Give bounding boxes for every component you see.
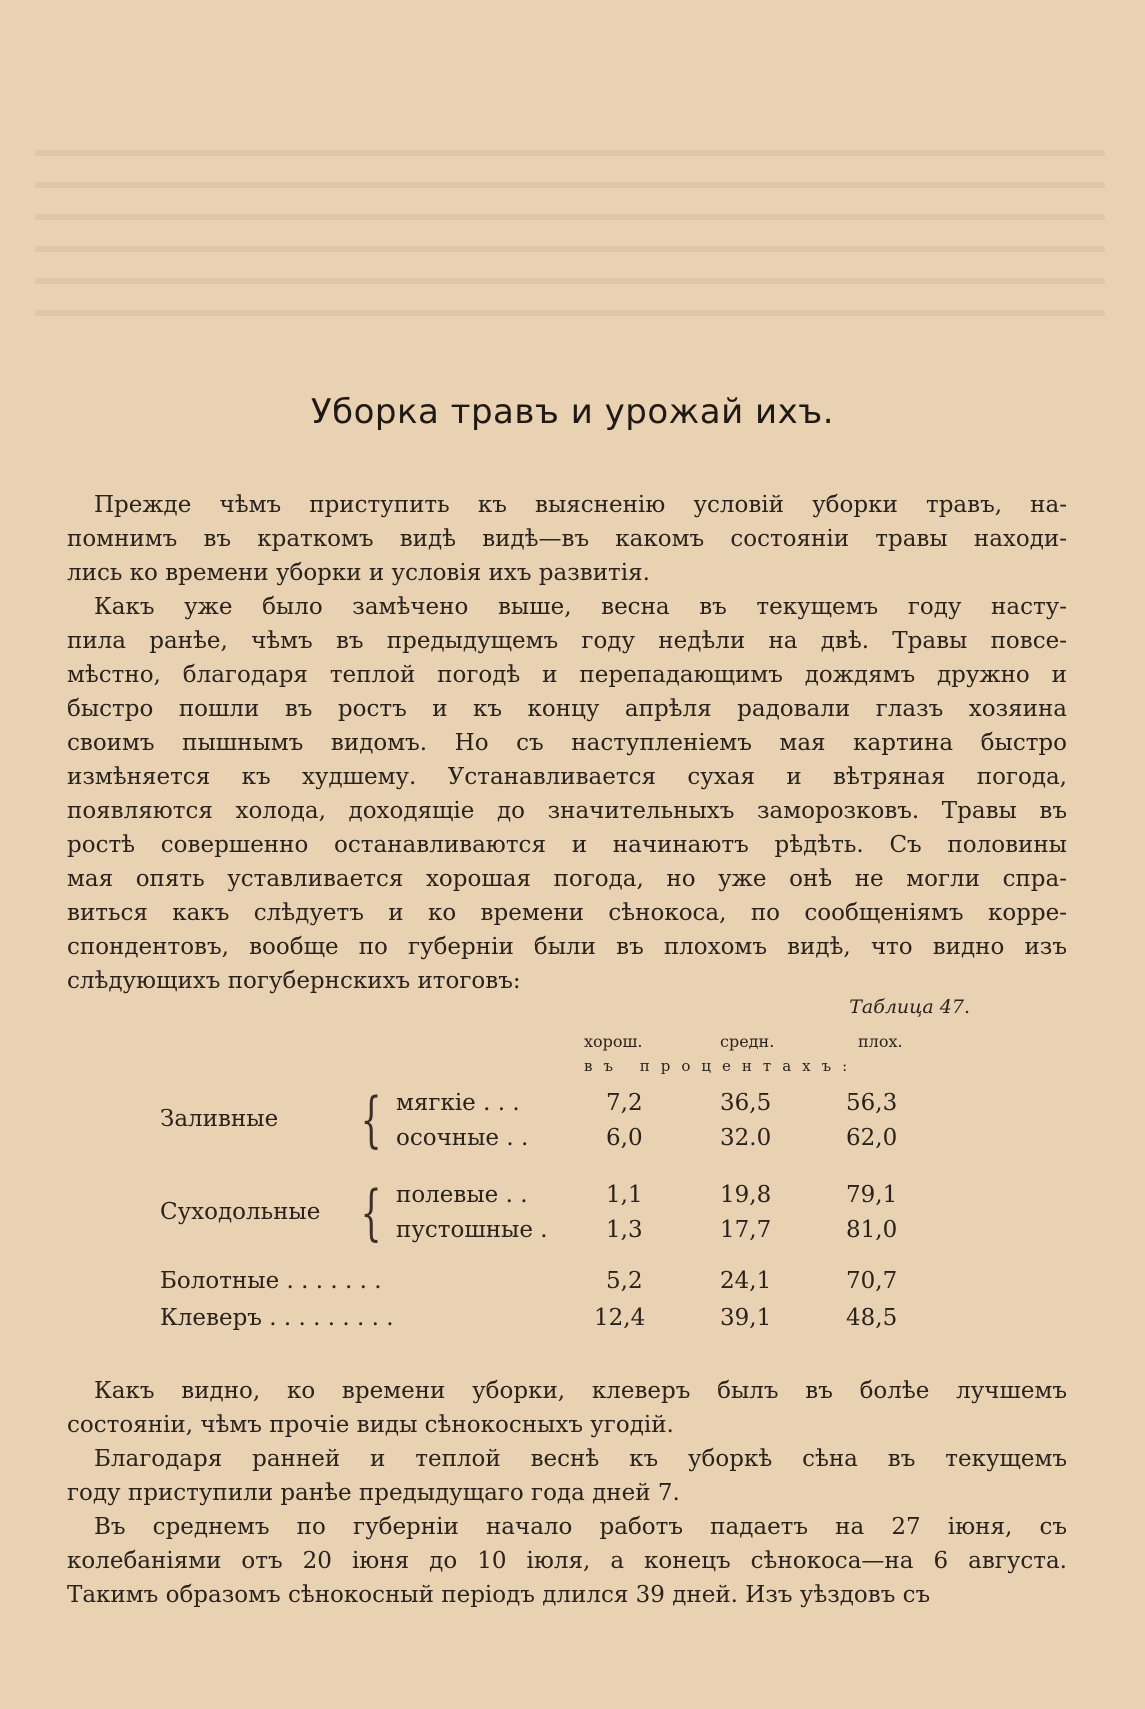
cell-value: 6,0 — [606, 1125, 643, 1151]
text-line: Прежде чѣмъ приступить къ выясненію условій уборки травъ, на- — [94, 492, 1067, 518]
cell-value: 39,1 — [720, 1305, 772, 1331]
text-line: помнимъ въ краткомъ видѣ видѣ—въ какомъ состояніи травы находи- — [67, 526, 1067, 552]
row-label: пустошные . — [396, 1217, 548, 1243]
text-line: Какъ видно, ко времени уборки, клеверъ былъ въ болѣе лучшемъ — [94, 1378, 1067, 1404]
text-line: измѣняется къ худшему. Устанавливается сухая и вѣтряная погода, — [67, 764, 1067, 790]
cell-value: 62,0 — [846, 1125, 898, 1151]
row-label: Клеверъ . . . . . . . . . — [160, 1305, 394, 1331]
unit-label: въ процентахъ: — [584, 1057, 859, 1075]
column-header-bad: плох. — [858, 1032, 903, 1051]
group-label-upland: Суходольные — [160, 1199, 321, 1225]
text-line: пила ранѣе, чѣмъ въ предыдущемъ году недѣли на двѣ. Травы повсе- — [67, 628, 1067, 654]
text-line: Въ среднемъ по губерніи начало работъ падаетъ на 27 іюня, съ — [94, 1514, 1067, 1540]
cell-value: 48,5 — [846, 1305, 898, 1331]
cell-value: 36,5 — [720, 1090, 772, 1116]
text-line: Какъ уже было замѣчено выше, весна въ текущемъ году насту- — [94, 594, 1067, 620]
text-line: спондентовъ, вообще по губерніи были въ плохомъ видѣ, что видно изъ — [67, 934, 1067, 960]
cell-value: 81,0 — [846, 1217, 898, 1243]
cell-value: 19,8 — [720, 1182, 772, 1208]
text-line: Такимъ образомъ сѣнокосный періодъ длился 39 дней. Изъ уѣздовъ съ — [67, 1582, 931, 1608]
cell-value: 24,1 — [720, 1268, 772, 1294]
column-header-good: хорош. — [584, 1032, 643, 1051]
row-label: мягкіе . . . — [396, 1090, 520, 1116]
text-line: слѣдующихъ погубернскихъ итоговъ: — [67, 968, 521, 994]
text-line: виться какъ слѣдуетъ и ко времени сѣнокоса, по сообщеніямъ корре- — [67, 900, 1067, 926]
cell-value: 17,7 — [720, 1217, 772, 1243]
cell-value: 79,1 — [846, 1182, 898, 1208]
text-line: колебаніями отъ 20 іюня до 10 іюля, а конецъ сѣнокоса—на 6 августа. — [67, 1548, 1067, 1574]
text-line: году приступили ранѣе предыдущаго года дней 7. — [67, 1480, 680, 1506]
body-text-before-table — [67, 488, 1067, 998]
cell-value: 1,3 — [606, 1217, 643, 1243]
text-line: быстро пошли въ ростъ и къ концу апрѣля радовали глазъ хозяина — [67, 696, 1067, 722]
brace: { — [360, 1178, 382, 1248]
body-text-after-table — [67, 1374, 1067, 1612]
cell-value: 70,7 — [846, 1268, 898, 1294]
cell-value: 1,1 — [606, 1182, 643, 1208]
text-line: появляются холода, доходящіе до значительныхъ заморозковъ. Травы въ — [67, 798, 1067, 824]
group-label-flooded: Заливные — [160, 1106, 279, 1132]
cell-value: 5,2 — [606, 1268, 643, 1294]
brace: { — [360, 1085, 382, 1155]
text-line: мѣстно, благодаря теплой погодѣ и перепадающимъ дождямъ дружно и — [67, 662, 1067, 688]
bleed-through-text — [35, 150, 1105, 320]
text-line: мая опять уставливается хорошая погода, но уже онѣ не могли спра- — [67, 866, 1067, 892]
row-label: Болотные . . . . . . . — [160, 1268, 382, 1294]
section-title: Уборка травъ и урожай ихъ. — [310, 392, 835, 432]
row-label: полевые . . — [396, 1182, 528, 1208]
text-line: своимъ пышнымъ видомъ. Но съ наступленіемъ мая картина быстро — [67, 730, 1067, 756]
cell-value: 56,3 — [846, 1090, 898, 1116]
text-line: состояніи, чѣмъ прочіе виды сѣнокосныхъ угодій. — [67, 1412, 674, 1438]
text-line: лись ко времени уборки и условія ихъ развитія. — [67, 560, 650, 586]
cell-value: 7,2 — [606, 1090, 643, 1116]
row-label: осочные . . — [396, 1125, 529, 1151]
column-header-medium: средн. — [720, 1032, 775, 1051]
cell-value: 12,4 — [594, 1305, 646, 1331]
text-line: Благодаря ранней и теплой веснѣ къ уборкѣ сѣна въ текущемъ — [94, 1446, 1067, 1472]
text-line: ростѣ совершенно останавливаются и начинаютъ рѣдѣть. Съ половины — [67, 832, 1067, 858]
table-caption: Таблица 47. — [849, 996, 970, 1018]
cell-value: 32.0 — [720, 1125, 772, 1151]
